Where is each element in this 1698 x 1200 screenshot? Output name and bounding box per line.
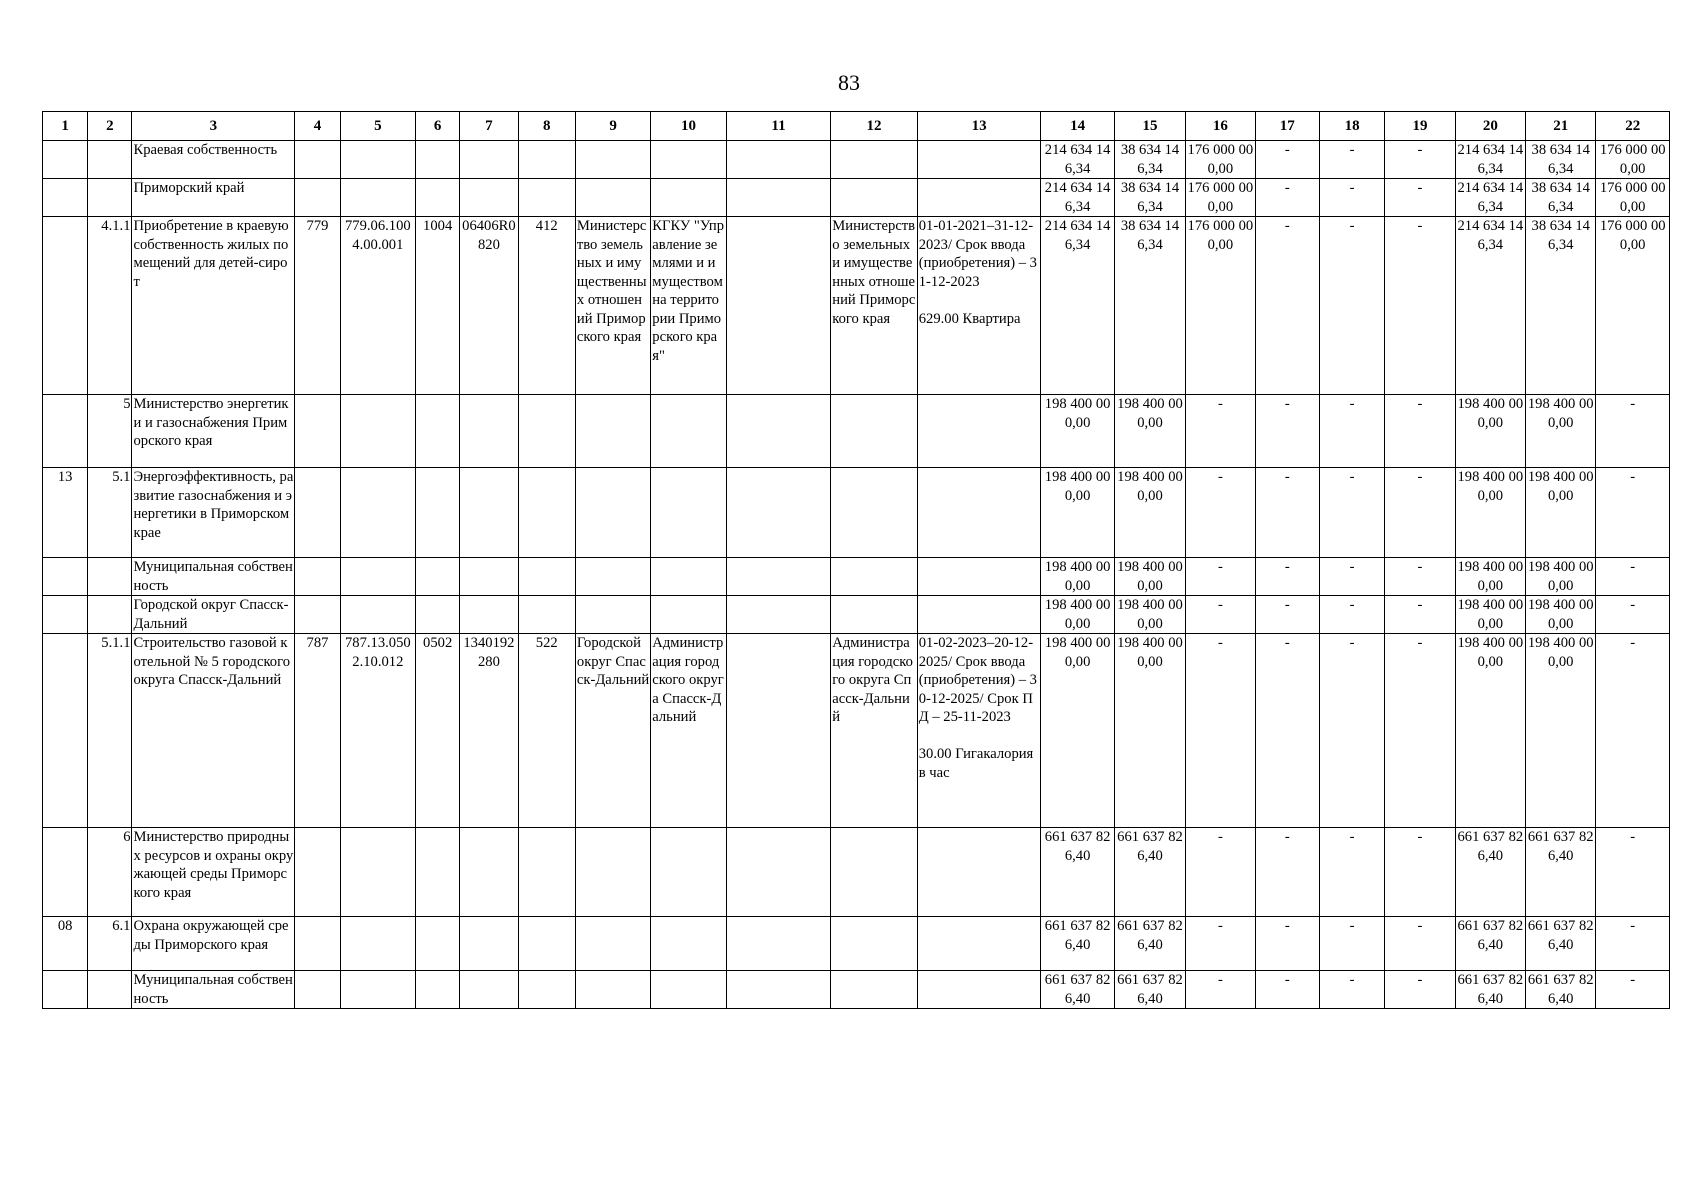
cell-col-21: 38 634 146,34 (1526, 179, 1596, 217)
column-header-18: 18 (1319, 112, 1384, 141)
cell-col-4 (295, 395, 340, 468)
cell-col-20: 198 400 000,00 (1455, 468, 1525, 558)
cell-col-3: Строительство газовой котельной № 5 городского округа Спасск-Дальний (132, 634, 295, 828)
cell-col-3: Энергоэффективность, развитие газоснабжения и энергетики в Приморском крае (132, 468, 295, 558)
cell-col-21: 661 637 826,40 (1526, 917, 1596, 971)
cell-col-12 (831, 468, 917, 558)
column-header-6: 6 (416, 112, 460, 141)
cell-col-8: 522 (518, 634, 575, 828)
cell-col-3: Муниципальная собственность (132, 558, 295, 596)
cell-col-9: Министерство земельных и имущественных отношений Приморского края (575, 217, 650, 395)
cell-col-8 (518, 917, 575, 971)
cell-col-8: 412 (518, 217, 575, 395)
cell-col-16: 176 000 000,00 (1186, 217, 1255, 395)
cell-col-2: 5.1.1 (88, 634, 132, 828)
cell-col-1 (43, 558, 88, 596)
cell-col-13 (917, 141, 1041, 179)
cell-col-20: 661 637 826,40 (1455, 971, 1525, 1009)
table-header-row (43, 112, 1670, 141)
cell-col-16: - (1186, 828, 1255, 917)
cell-col-9 (575, 395, 650, 468)
column-header-19: 19 (1385, 112, 1455, 141)
cell-col-8 (518, 179, 575, 217)
cell-col-7: 1340192280 (460, 634, 518, 828)
column-header-3: 3 (132, 112, 295, 141)
cell-col-11 (726, 468, 831, 558)
cell-col-18: - (1319, 217, 1384, 395)
cell-col-2 (88, 596, 132, 634)
cell-col-3: Приморский край (132, 179, 295, 217)
cell-col-3: Городской округ Спасск-Дальний (132, 596, 295, 634)
cell-col-6: 0502 (416, 634, 460, 828)
cell-col-5 (340, 395, 415, 468)
cell-col-8 (518, 468, 575, 558)
column-header-9: 9 (575, 112, 650, 141)
cell-col-10 (651, 828, 726, 917)
cell-col-14: 214 634 146,34 (1041, 179, 1114, 217)
cell-col-21: 198 400 000,00 (1526, 395, 1596, 468)
cell-col-20: 214 634 146,34 (1455, 217, 1525, 395)
cell-col-14: 661 637 826,40 (1041, 828, 1114, 917)
cell-col-10 (651, 971, 726, 1009)
cell-col-1 (43, 596, 88, 634)
cell-col-21: 198 400 000,00 (1526, 634, 1596, 828)
cell-col-2 (88, 558, 132, 596)
cell-col-22: - (1596, 828, 1670, 917)
cell-col-11 (726, 917, 831, 971)
cell-col-13: 01-01-2021–31-12-2023/ Срок ввода (приобретения) – 31-12-2023 629.00 Квартира (917, 217, 1041, 395)
cell-col-9 (575, 971, 650, 1009)
cell-col-22: - (1596, 634, 1670, 828)
cell-col-5 (340, 917, 415, 971)
cell-col-14: 198 400 000,00 (1041, 468, 1114, 558)
column-header-15: 15 (1114, 112, 1185, 141)
cell-col-19: - (1385, 179, 1455, 217)
cell-col-2: 6 (88, 828, 132, 917)
cell-col-14: 661 637 826,40 (1041, 917, 1114, 971)
cell-col-7 (460, 179, 518, 217)
cell-col-4 (295, 828, 340, 917)
cell-col-16: - (1186, 468, 1255, 558)
column-header-21: 21 (1526, 112, 1596, 141)
cell-col-7 (460, 596, 518, 634)
cell-col-6 (416, 558, 460, 596)
cell-col-7 (460, 828, 518, 917)
cell-col-14: 214 634 146,34 (1041, 217, 1114, 395)
cell-col-8 (518, 971, 575, 1009)
cell-col-21: 38 634 146,34 (1526, 141, 1596, 179)
cell-col-21: 198 400 000,00 (1526, 596, 1596, 634)
cell-col-5 (340, 596, 415, 634)
cell-col-4 (295, 917, 340, 971)
cell-col-19: - (1385, 468, 1455, 558)
column-header-1: 1 (43, 112, 88, 141)
cell-col-3: Муниципальная собственность (132, 971, 295, 1009)
cell-col-3: Охрана окружающей среды Приморского края (132, 917, 295, 971)
cell-col-20: 198 400 000,00 (1455, 395, 1525, 468)
cell-col-22: - (1596, 558, 1670, 596)
cell-col-19: - (1385, 596, 1455, 634)
table-row (43, 217, 1670, 395)
cell-col-7: 06406R0820 (460, 217, 518, 395)
cell-col-20: 661 637 826,40 (1455, 917, 1525, 971)
cell-col-1 (43, 971, 88, 1009)
cell-col-12 (831, 828, 917, 917)
cell-col-3: Министерство природных ресурсов и охраны окружающей среды Приморского края (132, 828, 295, 917)
cell-col-12: Администрация городского округа Спасск-Дальний (831, 634, 917, 828)
cell-col-16: 176 000 000,00 (1187, 180, 1254, 215)
cell-col-13: 01-02-2023–20-12-2025/ Срок ввода (приобретения) – 30-12-2025/ Срок ПД – 25-11-2023 30.00 Гигакалория в час (917, 634, 1041, 828)
cell-col-22: 176 000 000,00 (1596, 217, 1670, 395)
cell-col-4 (295, 971, 340, 1009)
column-header-14: 14 (1041, 112, 1114, 141)
cell-col-13 (917, 468, 1041, 558)
cell-col-6 (416, 179, 460, 217)
cell-col-4: 779 (295, 217, 340, 395)
cell-col-15: 661 637 826,40 (1114, 917, 1185, 971)
column-header-16: 16 (1186, 112, 1255, 141)
cell-col-7 (460, 971, 518, 1009)
cell-col-6 (416, 141, 460, 179)
cell-col-20: 214 634 146,34 (1455, 179, 1525, 217)
cell-col-5 (340, 971, 415, 1009)
cell-col-16: - (1186, 971, 1255, 1009)
cell-col-14: 661 637 826,40 (1041, 971, 1114, 1009)
table-row (43, 828, 1670, 917)
column-header-12: 12 (831, 112, 917, 141)
cell-col-9: Городской округ Спасск-Дальний (575, 634, 650, 828)
table-row (43, 179, 1670, 217)
cell-col-1 (43, 395, 88, 468)
cell-col-1: 13 (43, 468, 88, 558)
cell-col-12 (831, 179, 917, 217)
cell-col-19: - (1385, 217, 1455, 395)
cell-col-2: 5.1 (88, 468, 132, 558)
cell-col-17: - (1255, 395, 1319, 468)
cell-col-8 (518, 596, 575, 634)
column-header-8: 8 (518, 112, 575, 141)
cell-col-10 (651, 179, 726, 217)
cell-col-14: 198 400 000,00 (1041, 558, 1114, 596)
cell-col-4 (295, 558, 340, 596)
cell-col-1 (43, 634, 88, 828)
cell-col-17: - (1255, 828, 1319, 917)
cell-col-8 (518, 395, 575, 468)
cell-col-22: - (1596, 596, 1670, 634)
cell-col-16: - (1186, 634, 1255, 828)
cell-col-6 (416, 971, 460, 1009)
cell-col-15: 198 400 000,00 (1114, 558, 1185, 596)
column-header-17: 17 (1255, 112, 1319, 141)
cell-col-14: 198 400 000,00 (1041, 395, 1114, 468)
cell-col-19: - (1385, 395, 1455, 468)
cell-col-21: 198 400 000,00 (1526, 558, 1596, 596)
cell-col-13 (917, 917, 1041, 971)
cell-col-10 (651, 596, 726, 634)
cell-col-1 (43, 828, 88, 917)
column-header-10: 10 (651, 112, 726, 141)
cell-col-19: - (1385, 558, 1455, 596)
cell-col-9 (575, 141, 650, 179)
table-body (43, 141, 1670, 1009)
cell-col-22: - (1596, 395, 1670, 468)
cell-col-7 (460, 141, 518, 179)
cell-col-6 (416, 828, 460, 917)
cell-col-13 (917, 971, 1041, 1009)
cell-col-19: - (1385, 917, 1455, 971)
column-header-20: 20 (1455, 112, 1525, 141)
cell-col-15: 198 400 000,00 (1114, 596, 1185, 634)
cell-col-15: 661 637 826,40 (1114, 971, 1185, 1009)
cell-col-2 (88, 179, 132, 217)
cell-col-1 (43, 217, 88, 395)
cell-col-18: - (1319, 141, 1384, 179)
cell-col-18: - (1319, 971, 1384, 1009)
cell-col-4: 787 (295, 634, 340, 828)
cell-col-12 (831, 596, 917, 634)
cell-col-6 (416, 917, 460, 971)
cell-col-10 (651, 141, 726, 179)
table-row (43, 558, 1670, 596)
table-row (43, 634, 1670, 828)
cell-col-6 (416, 596, 460, 634)
cell-col-4 (295, 179, 340, 217)
cell-col-12 (831, 917, 917, 971)
cell-col-21: 38 634 146,34 (1526, 217, 1596, 395)
cell-col-2 (88, 971, 132, 1009)
cell-col-11 (726, 971, 831, 1009)
cell-col-4 (295, 468, 340, 558)
column-header-2: 2 (88, 112, 132, 141)
cell-col-3: Министерство энергетики и газоснабжения Приморского края (132, 395, 295, 468)
cell-col-19: - (1385, 141, 1455, 179)
cell-col-11 (726, 141, 831, 179)
cell-col-21: 661 637 826,40 (1526, 828, 1596, 917)
cell-col-20: 198 400 000,00 (1455, 558, 1525, 596)
table-row (43, 917, 1670, 971)
cell-col-9 (575, 596, 650, 634)
cell-col-8 (518, 141, 575, 179)
table-row (43, 141, 1670, 179)
cell-col-15: 38 634 146,34 (1114, 141, 1185, 179)
cell-col-18: - (1319, 558, 1384, 596)
cell-col-16: - (1186, 596, 1255, 634)
cell-col-20: 214 634 146,34 (1455, 141, 1525, 179)
column-header-4: 4 (295, 112, 340, 141)
cell-col-10: Администрация городского округа Спасск-Дальний (651, 634, 726, 828)
cell-col-17: - (1255, 468, 1319, 558)
column-header-7: 7 (460, 112, 518, 141)
cell-col-12: Министерство земельных и имущественных отношений Приморского края (831, 217, 917, 395)
cell-col-17: - (1255, 141, 1319, 179)
cell-col-12 (831, 141, 917, 179)
cell-col-9 (575, 917, 650, 971)
cell-col-6: 1004 (416, 217, 460, 395)
cell-col-15: 38 634 146,34 (1114, 217, 1185, 395)
budget-table (42, 111, 1670, 1009)
cell-col-18: - (1319, 395, 1384, 468)
cell-col-10 (651, 558, 726, 596)
cell-col-7 (460, 395, 518, 468)
cell-col-11 (726, 217, 831, 395)
cell-col-12 (831, 971, 917, 1009)
page-number: 83 (838, 70, 860, 95)
cell-col-1 (43, 141, 88, 179)
cell-col-17: - (1255, 971, 1319, 1009)
cell-col-1 (43, 179, 88, 217)
table-row (43, 596, 1670, 634)
cell-col-18: - (1319, 917, 1384, 971)
cell-col-14: 198 400 000,00 (1041, 634, 1114, 828)
cell-col-15: 198 400 000,00 (1114, 634, 1185, 828)
table-row (43, 468, 1670, 558)
cell-col-9 (575, 558, 650, 596)
cell-col-15: 198 400 000,00 (1114, 395, 1185, 468)
cell-col-11 (726, 395, 831, 468)
cell-col-16: 176 000 000,00 (1187, 142, 1254, 177)
cell-col-13 (917, 828, 1041, 917)
cell-col-9 (575, 468, 650, 558)
cell-col-2: 5 (88, 395, 132, 468)
cell-col-7 (460, 917, 518, 971)
cell-col-13 (917, 395, 1041, 468)
cell-col-21: 198 400 000,00 (1526, 468, 1596, 558)
cell-col-13 (917, 558, 1041, 596)
cell-col-16: - (1186, 558, 1255, 596)
cell-col-16: - (1186, 395, 1255, 468)
cell-col-2: 4.1.1 (88, 217, 132, 395)
cell-col-15: 661 637 826,40 (1114, 828, 1185, 917)
cell-col-12 (831, 558, 917, 596)
cell-col-19: - (1385, 634, 1455, 828)
cell-col-14: 214 634 146,34 (1041, 141, 1114, 179)
cell-col-13 (917, 596, 1041, 634)
cell-col-7 (460, 558, 518, 596)
cell-col-10 (651, 468, 726, 558)
cell-col-8 (518, 558, 575, 596)
cell-col-20: 198 400 000,00 (1455, 596, 1525, 634)
cell-col-11 (726, 634, 831, 828)
cell-col-10: КГКУ "Управление землями и имуществом на территории Приморского края" (651, 217, 726, 395)
column-header-11: 11 (726, 112, 831, 141)
cell-col-8 (518, 828, 575, 917)
cell-col-17: - (1255, 634, 1319, 828)
cell-col-18: - (1319, 468, 1384, 558)
cell-col-22: 176 000 000,00 (1596, 141, 1670, 179)
cell-col-11 (726, 596, 831, 634)
cell-col-6 (416, 395, 460, 468)
cell-col-17: - (1255, 596, 1319, 634)
cell-col-2: 6.1 (88, 917, 132, 971)
cell-col-17: - (1255, 558, 1319, 596)
cell-col-11 (726, 828, 831, 917)
cell-col-2 (88, 141, 132, 179)
cell-col-13 (917, 179, 1041, 217)
cell-col-5 (340, 141, 415, 179)
cell-col-22: 176 000 000,00 (1596, 179, 1670, 217)
cell-col-15: 38 634 146,34 (1114, 179, 1185, 217)
cell-col-19: - (1385, 828, 1455, 917)
cell-col-21: 661 637 826,40 (1526, 971, 1596, 1009)
cell-col-4 (295, 141, 340, 179)
table-row (43, 971, 1670, 1009)
cell-col-10 (651, 917, 726, 971)
cell-col-22: - (1596, 971, 1670, 1009)
cell-col-5: 779.06.1004.00.001 (340, 217, 415, 395)
cell-col-15: 198 400 000,00 (1114, 468, 1185, 558)
cell-col-1: 08 (43, 917, 88, 971)
cell-col-19: - (1385, 971, 1455, 1009)
column-header-13: 13 (917, 112, 1041, 141)
cell-col-5 (340, 558, 415, 596)
cell-col-16: - (1186, 917, 1255, 971)
cell-col-20: 661 637 826,40 (1455, 828, 1525, 917)
cell-col-17: - (1255, 179, 1319, 217)
cell-col-6 (416, 468, 460, 558)
cell-col-18: - (1319, 828, 1384, 917)
cell-col-18: - (1319, 596, 1384, 634)
cell-col-10 (651, 395, 726, 468)
cell-col-17: - (1255, 917, 1319, 971)
cell-col-14: 198 400 000,00 (1041, 596, 1114, 634)
cell-col-5 (340, 468, 415, 558)
cell-col-3: Краевая собственность (132, 141, 295, 179)
column-header-5: 5 (340, 112, 415, 141)
cell-col-22: - (1596, 468, 1670, 558)
cell-col-9 (575, 828, 650, 917)
cell-col-3: Приобретение в краевую собственность жилых помещений для детей-сирот (132, 217, 295, 395)
cell-col-11 (726, 558, 831, 596)
table-row (43, 395, 1670, 468)
cell-col-5: 787.13.0502.10.012 (340, 634, 415, 828)
cell-col-7 (460, 468, 518, 558)
cell-col-5 (340, 179, 415, 217)
cell-col-11 (726, 179, 831, 217)
cell-col-5 (340, 828, 415, 917)
cell-col-12 (831, 395, 917, 468)
cell-col-18: - (1319, 179, 1384, 217)
column-header-22: 22 (1596, 112, 1670, 141)
cell-col-18: - (1319, 634, 1384, 828)
cell-col-20: 198 400 000,00 (1455, 634, 1525, 828)
cell-col-17: - (1255, 217, 1319, 395)
cell-col-4 (295, 596, 340, 634)
cell-col-22: - (1596, 917, 1670, 971)
cell-col-9 (575, 179, 650, 217)
